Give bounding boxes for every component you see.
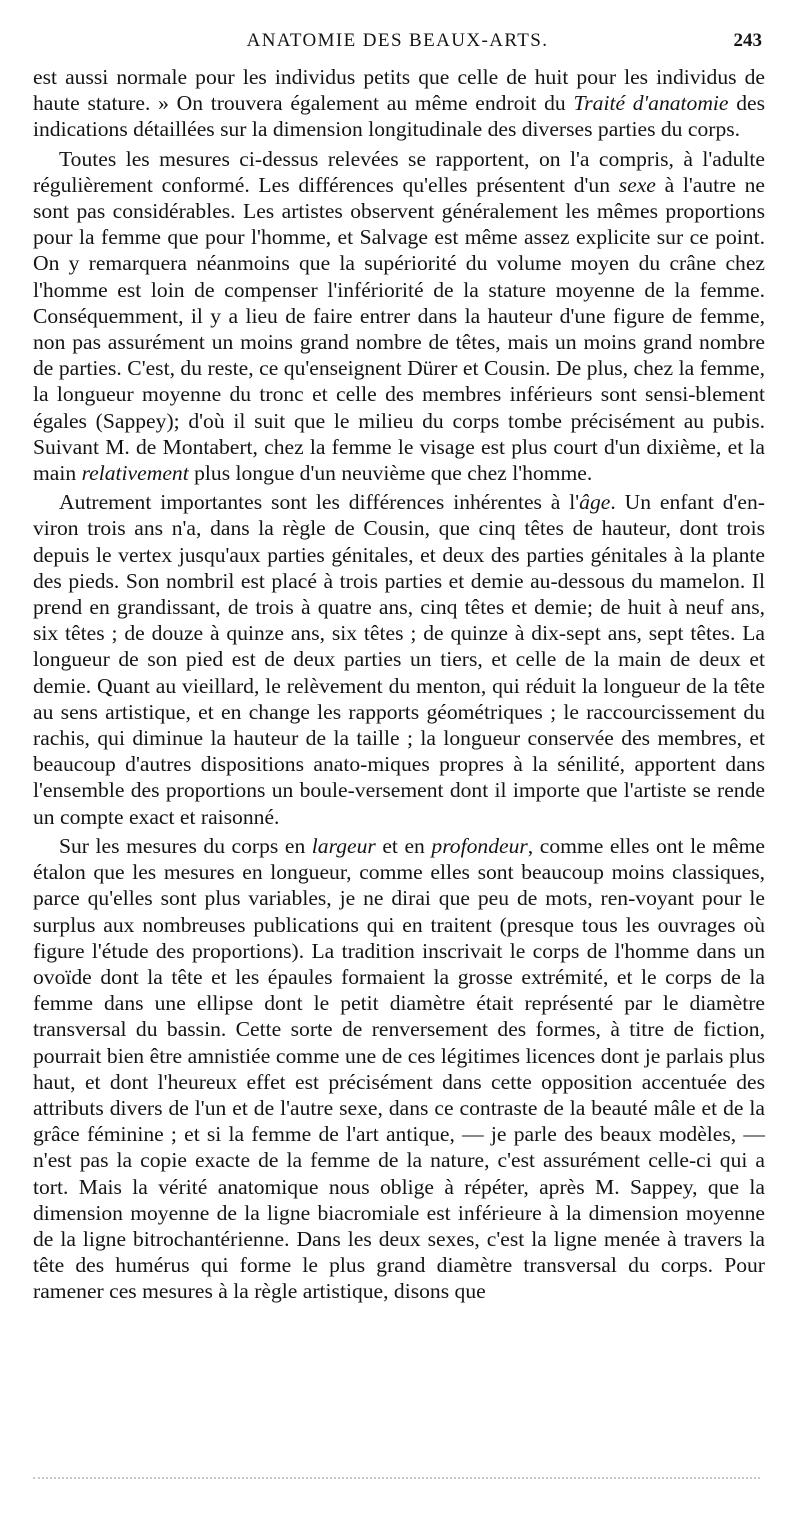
italic-text: profondeur xyxy=(431,833,528,858)
text-run: des indications détaillées sur la dimension longitudinale des diverses parties du corps. xyxy=(33,91,765,142)
text-run: est aussi normale pour les individus petits que celle de huit pour les individus de haute stature. » On trouvera également au même endroit du xyxy=(33,65,765,116)
italic-text: sexe xyxy=(618,172,656,197)
italic-text: largeur xyxy=(311,833,376,858)
text-run: , comme elles ont le même étalon que les mesures en longueur, comme elles sont beaucoup moins classiques, parce qu'elles sont plus variables, je ne dirai que peu de mots, ren-voyant pour le surplus aux nombreuses publications qui en traitent (presque tous les ouvrages où figure l'étude des proportions). La tradition inscrivait le corps de l'homme dans un ovoïde dont la tête et les épaules formaient la grosse extrémité, et le corps de la femme dans une ellipse dont le petit diamètre était représenté par le diamètre transversal du bassin. Cette sorte de renversement des formes, à titre de fiction, pourrait bien être amnistiée comme une de ces légitimes licences dont je parlais plus haut, et dont l'heureux effet est précisément dans cette opposition accentuée des attributs divers de l'un et de l'autre sexe, dans ce contraste de la beauté mâle et de la grâce féminine ; et si la femme de l'art antique, — je parle des beaux modèles, — n'est pas la copie exacte de la femme de la nature, c'est assurément celle-ci qui a tort. Mais la vérité anatomique nous oblige à répéter, après M. Sappey, que la dimension moyenne de la ligne biacromiale est inférieure à la dimension moyenne de la ligne bitrochantérienne. Dans les deux sexes, c'est la ligne menée à travers la tête des humérus qui forme le plus grand diamètre transversal du corps. Pour ramener ces mesures à la règle artistique, disons que xyxy=(33,833,765,1304)
italic-text: relativement xyxy=(81,461,189,486)
text-run: et en xyxy=(375,833,432,858)
paragraph-continued xyxy=(33,64,765,143)
text-run: Sur les mesures du corps en xyxy=(59,833,312,858)
text-run: Toutes les mesures ci-dessus relevées se rapportent, on l'a compris, à l'adulte régulièrement conformé. Les différences qu'elles présentent d'un xyxy=(33,146,765,197)
footer-rule xyxy=(33,1477,760,1479)
paragraph-age-differences xyxy=(33,489,765,830)
paragraph-sex-differences xyxy=(33,146,765,487)
text-run: . Un enfant d'en-viron trois ans n'a, dans la règle de Cousin, que cinq têtes de hauteur, dont trois depuis le vertex jusqu'aux parties génitales, et deux des parties génitales à la plante des pieds. Son nombril est placé à trois parties et demie au-dessous du mamelon. Il prend en grandissant, de trois à quatre ans, cinq têtes et demie; de huit à neuf ans, six têtes ; de douze à quinze ans, six têtes ; de quinze à dix-sept ans, sept têtes. La longueur de son pied est de deux parties un tiers, et celle de la main de deux et demie. Quant au vieillard, le relèvement du menton, qui réduit la longueur de la tête au sens artistique, et en change les rapports géométriques ; le raccourcissement du rachis, qui diminue la hauteur de la taille ; la longueur conservée des membres, et beaucoup d'autres dispositions anato-miques propres à la sénilité, apportent dans l'ensemble des proportions un boule-versement dont il importe que l'artiste se rende un compte exact et raisonné. xyxy=(33,490,766,829)
text-run: plus longue d'un neuvième que chez l'homme. xyxy=(188,461,593,486)
body-text xyxy=(33,64,765,1305)
text-run: Autrement importantes sont les différences inhérentes à l' xyxy=(59,490,580,515)
text-run: à l'autre ne sont pas considérables. Les artistes observent généralement les mêmes proportions pour la femme que pour l'homme, et Salvage est même assez explicite sur ce point. On y remarquera néanmoins que la supériorité du volume moyen du crâne chez l'homme est loin de compenser l'infériorité de la stature moyenne de la femme. Conséquemment, il y a lieu de faire entrer dans la hauteur d'une figure de femme, non pas assurément un moins grand nombre de têtes, mais un moins grand nombre de parties. C'est, du reste, ce qu'enseignent Dürer et Cousin. De plus, chez la femme, la longueur moyenne du tronc et celle des membres inférieurs sont sensi-blement égales (Sappey); d'où il suit que le milieu du corps tombe précisément au pubis. Suivant M. de Montabert, chez la femme le visage est plus court d'un dixième, et la main xyxy=(33,172,765,486)
running-head xyxy=(33,30,762,56)
running-title: ANATOMIE DES BEAUX-ARTS. xyxy=(246,30,549,51)
italic-text: âge xyxy=(579,490,611,515)
italic-text: Traité d'anatomie xyxy=(573,91,729,116)
paragraph-width-depth xyxy=(33,833,765,1305)
page-number: 243 xyxy=(733,30,762,51)
